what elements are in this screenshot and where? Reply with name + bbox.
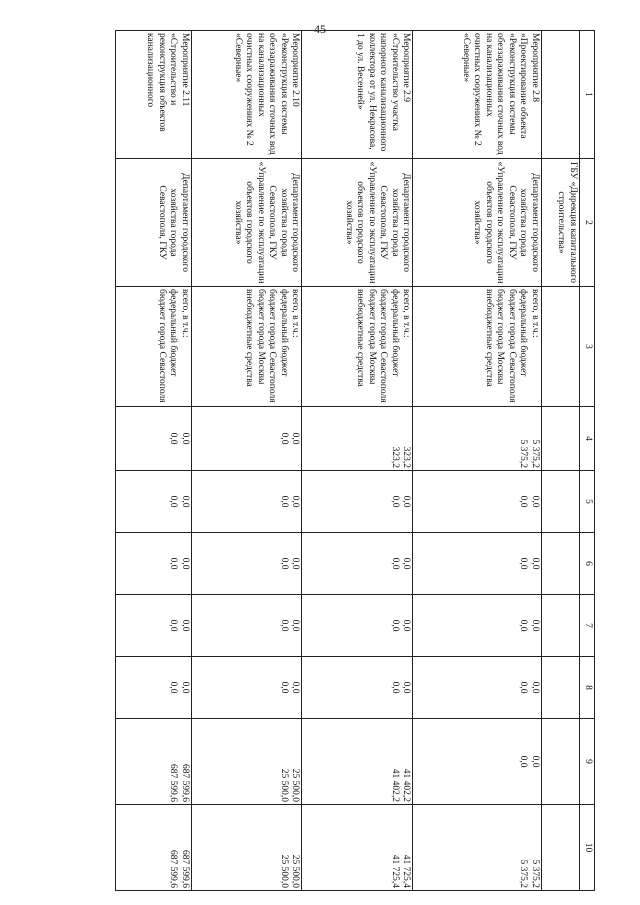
column-number: 8 <box>580 657 595 719</box>
source-label: всего, в т.ч.: <box>290 289 301 338</box>
value-cell: 41 402,2 41 402,2 <box>302 719 413 805</box>
column-number: 9 <box>580 719 595 805</box>
event-cell <box>542 31 580 159</box>
value-cell: 0,0 0,0 <box>302 595 413 657</box>
value-cell: 25 500,0 25 500,0 <box>191 719 302 805</box>
value-cell: 25 500,0 25 500,0 <box>191 805 302 891</box>
value-cell: 0,0 0,0 <box>413 533 542 595</box>
column-number: 3 <box>580 287 595 407</box>
responsible-cell: Департамент городского хозяйства города Севастополя, ГКУ «Управление по эксплуатации объектов городского хозяйства» <box>191 159 302 287</box>
source-label: всего, в т.ч.: <box>179 289 190 338</box>
value-cell: 0,0 0,0 <box>413 657 542 719</box>
rotated-table-container <box>115 30 595 890</box>
event-cell: Мероприятие 2.8 «Проектирование объекта «Реконструкция системы обеззараживания сточных вод на канализационных очистных сооружениях № 2 «Северные» <box>413 31 542 159</box>
value-cell: 0,0 0,0 <box>302 657 413 719</box>
source-label: бюджет города Севастополя <box>156 289 167 403</box>
source-label: внебюджетные средства <box>484 289 494 387</box>
responsible-cell: Департамент городского хозяйства города Севастополя, ГКУ <box>116 159 192 287</box>
source-label: федеральный бюджет <box>278 289 289 377</box>
table-row <box>116 31 192 891</box>
source-label: внебюджетные средства <box>355 289 366 387</box>
source-label: бюджет города Москвы <box>495 289 506 385</box>
value-cell: 5 375,2 5 375,2 <box>413 805 542 891</box>
column-number: 4 <box>580 407 595 471</box>
source-label: бюджет города Москвы <box>366 289 377 385</box>
source-label: всего, в т.ч.: <box>530 289 540 338</box>
column-number: 5 <box>580 471 595 533</box>
event-cell: Мероприятие 2.9 «Строительство участка напорного канализационного коллектора от ул. Некрасова, 1 до ул. Весенней» <box>302 31 413 159</box>
source-label: внебюджетные средства <box>244 289 255 387</box>
value-cell: 0,0 0,0 <box>191 471 302 533</box>
source-label: бюджет города Москвы <box>255 289 266 385</box>
value-cell: 0,0 0,0 <box>191 533 302 595</box>
column-numbers-row <box>580 31 595 891</box>
table-row <box>191 31 302 891</box>
responsible-cell: Департамент городского хозяйства города Севастополя, ГКУ «Управление по эксплуатации объектов городского хозяйства» <box>413 159 542 287</box>
value-cell: 0,0 0,0 <box>191 595 302 657</box>
responsible-cell: Департамент городского хозяйства города Севастополя, ГКУ «Управление по эксплуатации объектов городского хозяйства» <box>302 159 413 287</box>
column-number: 1 <box>580 31 595 159</box>
table-row <box>542 31 580 891</box>
value-cell: 0,0 0,0 <box>116 407 192 471</box>
value-cell: 323,2 323,2 <box>302 407 413 471</box>
event-cell: Мероприятие 2.11 «Строительство и реконструкция объектов канализационного <box>116 31 192 159</box>
sources-cell <box>413 287 542 407</box>
source-label: федеральный бюджет <box>518 289 529 377</box>
table-row <box>302 31 413 891</box>
column-number: 6 <box>580 533 595 595</box>
value-cell: 0,0 0,0 <box>191 657 302 719</box>
value-cell: 0,0 0,0 <box>302 471 413 533</box>
sources-cell <box>116 287 192 407</box>
source-label: бюджет города Севастополя <box>267 289 278 403</box>
value-cell: 0,0 0,0 <box>302 533 413 595</box>
responsible-cell: ГБУ «Дирекция капитального строительства» <box>542 159 580 287</box>
source-label: бюджет города Севастополя <box>378 289 389 403</box>
value-cell: 687 599,6 687 599,6 <box>116 805 192 891</box>
value-cell: 0,0 0,0 <box>413 595 542 657</box>
value-cell: 0,0 0,0 <box>191 407 302 471</box>
column-number: 7 <box>580 595 595 657</box>
source-label: федеральный бюджет <box>389 289 400 377</box>
value-cell: 0,0 0,0 <box>116 657 192 719</box>
value-cell: 687 599,6 687 599,6 <box>116 719 192 805</box>
budget-table <box>115 30 595 891</box>
table-row <box>413 31 542 891</box>
column-number: 10 <box>580 805 595 891</box>
sources-cell <box>302 287 413 407</box>
value-cell: 5 375,2 5 375,2 <box>413 407 542 471</box>
value-cell: 0,0 0,0 <box>116 533 192 595</box>
sources-cell <box>191 287 302 407</box>
source-label: бюджет города Севастополя <box>507 289 517 403</box>
value-cell: 0,0 0,0 <box>116 595 192 657</box>
column-number: 2 <box>580 159 595 287</box>
event-cell: Мероприятие 2.10 «Реконструкция системы обеззараживания сточных вод на канализационных очистных сооружениях № 2 «Северные» <box>191 31 302 159</box>
value-cell: 41 725,4 41 725,4 <box>302 805 413 891</box>
source-label: федеральный бюджет <box>168 289 179 377</box>
page-number: 45 <box>314 22 326 36</box>
source-label: всего, в т.ч.: <box>401 289 412 338</box>
value-cell: 0,0 0,0 <box>413 471 542 533</box>
value-cell: 0,0 0,0 <box>116 471 192 533</box>
value-cell: 0,0 0,0 <box>413 719 542 805</box>
